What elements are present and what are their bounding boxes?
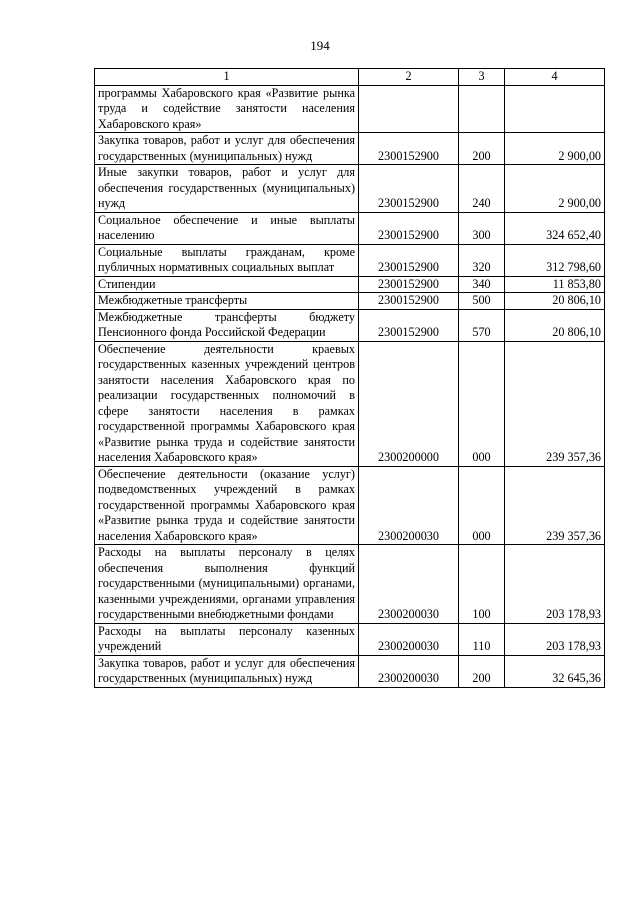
row-sum: 2 900,00	[505, 133, 605, 165]
row-sum: 32 645,36	[505, 655, 605, 687]
table-row	[95, 133, 605, 165]
row-type: 320	[459, 244, 505, 276]
row-code: 2300152900	[359, 244, 459, 276]
table-row	[95, 655, 605, 687]
row-name: Расходы на выплаты персоналу в целях обеспечения выполнения функций государственными (муниципальными) органами, казенными учреждениями, органами управления государственными внебюджетными фондами	[95, 545, 359, 624]
table-row	[95, 466, 605, 545]
row-code: 2300200030	[359, 545, 459, 624]
row-sum: 203 178,93	[505, 545, 605, 624]
row-type: 200	[459, 133, 505, 165]
table-row	[95, 341, 605, 466]
row-sum: 312 798,60	[505, 244, 605, 276]
row-sum: 239 357,36	[505, 466, 605, 545]
row-sum: 239 357,36	[505, 341, 605, 466]
row-name: Межбюджетные трансферты	[95, 293, 359, 310]
page-number: 194	[310, 38, 330, 53]
row-name: Социальные выплаты гражданам, кроме публичных нормативных социальных выплат	[95, 244, 359, 276]
row-type: 340	[459, 276, 505, 293]
row-sum: 20 806,10	[505, 293, 605, 310]
row-type: 100	[459, 545, 505, 624]
row-name: Обеспечение деятельности краевых государственных казенных учреждений центров занятости населения Хабаровского края по реализации государственных полномочий в сфере занятости населения в рамках государственной программы Хабаровского края «Развитие рынка труда и содействие занятости населения Хабаровского края»	[95, 341, 359, 466]
row-sum: 20 806,10	[505, 309, 605, 341]
row-type: 300	[459, 212, 505, 244]
row-code: 2300152900	[359, 276, 459, 293]
row-code	[359, 85, 459, 133]
header-cell: 3	[459, 69, 505, 86]
header-cell: 1	[95, 69, 359, 86]
row-name: Межбюджетные трансферты бюджету Пенсионного фонда Российской Федерации	[95, 309, 359, 341]
row-code: 2300200030	[359, 655, 459, 687]
table-row	[95, 276, 605, 293]
row-code: 2300152900	[359, 133, 459, 165]
row-name: Закупка товаров, работ и услуг для обеспечения государственных (муниципальных) нужд	[95, 655, 359, 687]
row-name: программы Хабаровского края «Развитие рынка труда и содействие занятости населения Хабаровского края»	[95, 85, 359, 133]
row-name: Социальное обеспечение и иные выплаты населению	[95, 212, 359, 244]
row-type: 240	[459, 165, 505, 213]
row-code: 2300200030	[359, 623, 459, 655]
header-cell: 4	[505, 69, 605, 86]
row-sum: 11 853,80	[505, 276, 605, 293]
row-code: 2300152900	[359, 309, 459, 341]
row-name: Иные закупки товаров, работ и услуг для обеспечения государственных (муниципальных) нужд	[95, 165, 359, 213]
table-row	[95, 244, 605, 276]
row-type	[459, 85, 505, 133]
budget-table	[94, 68, 605, 688]
row-name: Стипендии	[95, 276, 359, 293]
row-name: Закупка товаров, работ и услуг для обеспечения государственных (муниципальных) нужд	[95, 133, 359, 165]
row-code: 2300152900	[359, 212, 459, 244]
row-sum: 2 900,00	[505, 165, 605, 213]
table-row	[95, 545, 605, 624]
row-code: 2300200030	[359, 466, 459, 545]
row-type: 000	[459, 466, 505, 545]
row-code: 2300200000	[359, 341, 459, 466]
row-type: 570	[459, 309, 505, 341]
header-cell: 2	[359, 69, 459, 86]
row-sum: 203 178,93	[505, 623, 605, 655]
table-row	[95, 85, 605, 133]
table-header-row	[95, 69, 605, 86]
row-name: Расходы на выплаты персоналу казенных учреждений	[95, 623, 359, 655]
table-row	[95, 623, 605, 655]
table-row	[95, 293, 605, 310]
table-row	[95, 212, 605, 244]
row-type: 200	[459, 655, 505, 687]
row-sum	[505, 85, 605, 133]
row-name: Обеспечение деятельности (оказание услуг) подведомственных учреждений в рамках государственной программы Хабаровского края «Развитие рынка труда и содействие занятости населения Хабаровского края»	[95, 466, 359, 545]
table-row	[95, 165, 605, 213]
row-type: 500	[459, 293, 505, 310]
row-type: 110	[459, 623, 505, 655]
row-code: 2300152900	[359, 293, 459, 310]
row-sum: 324 652,40	[505, 212, 605, 244]
row-code: 2300152900	[359, 165, 459, 213]
table-row	[95, 309, 605, 341]
row-type: 000	[459, 341, 505, 466]
